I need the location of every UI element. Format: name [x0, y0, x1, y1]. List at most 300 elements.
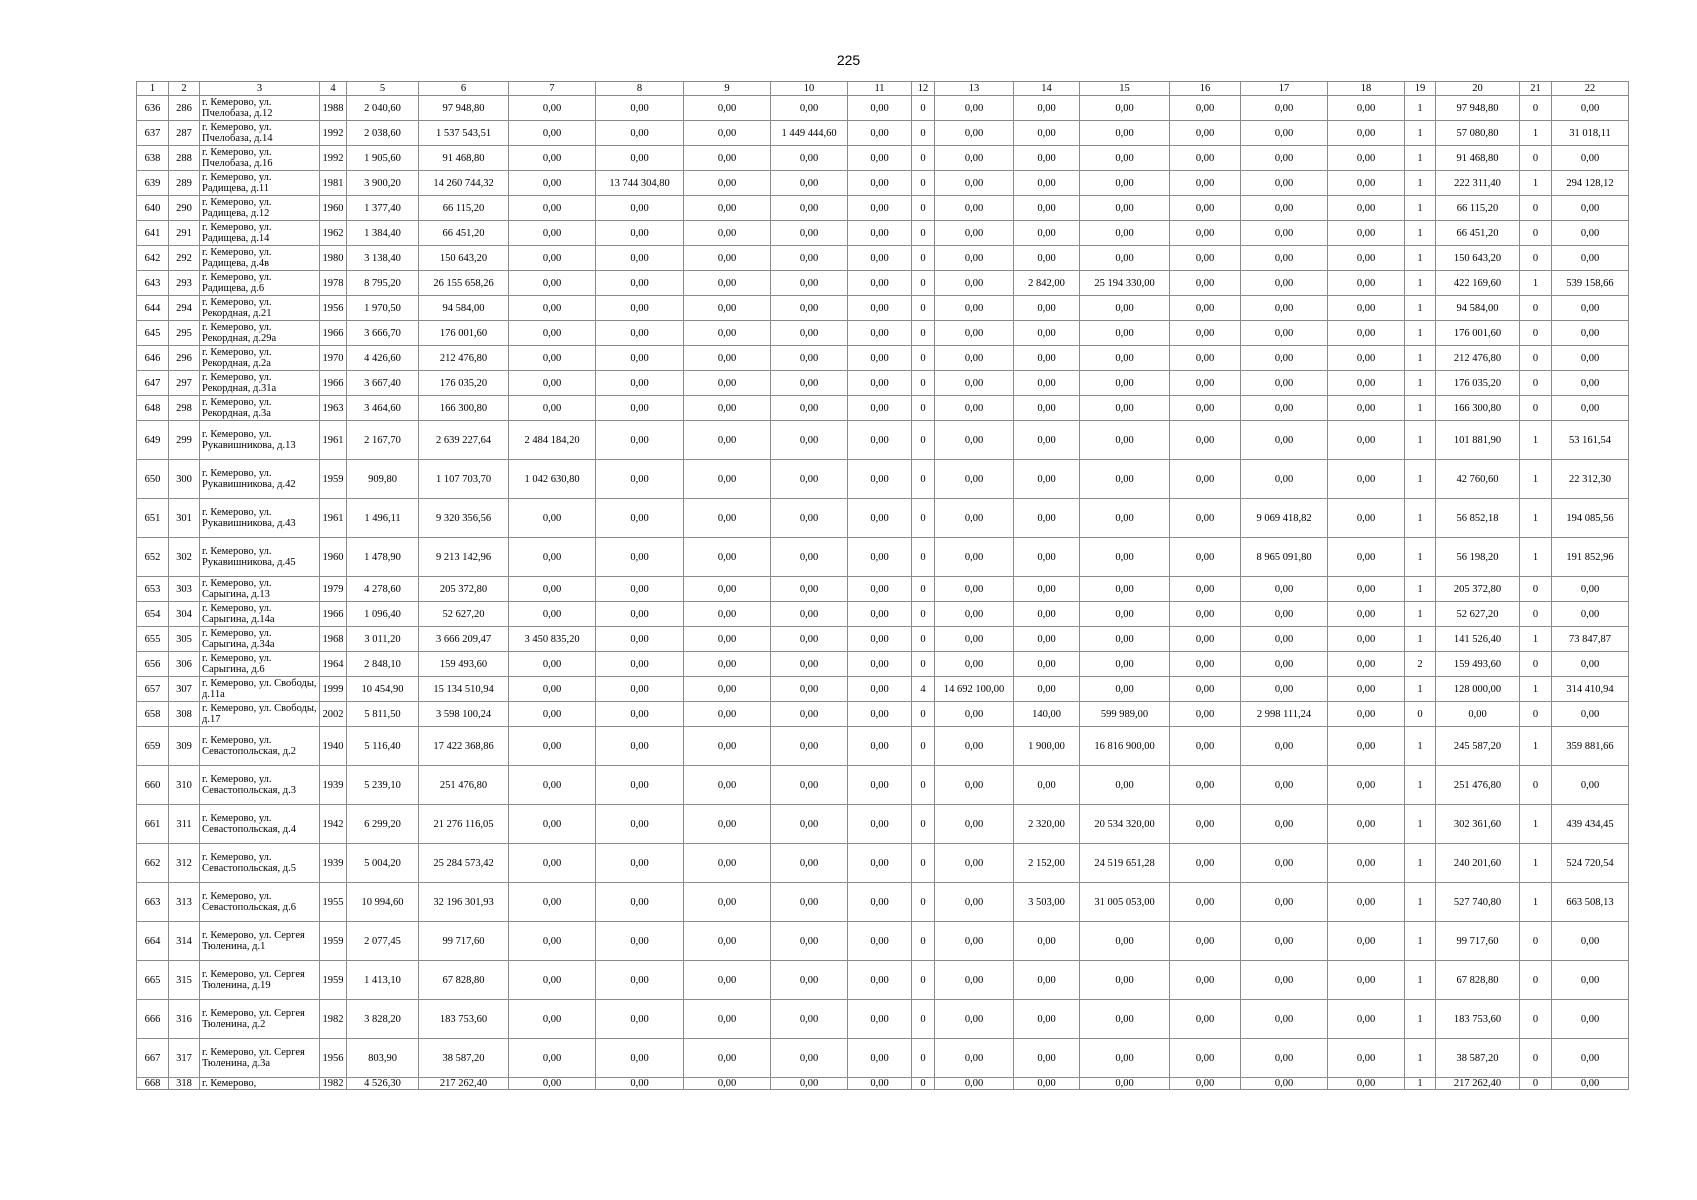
table-cell: 1 [1520, 805, 1552, 844]
table-cell: 0,00 [935, 499, 1014, 538]
table-cell: 0,00 [1328, 196, 1405, 221]
table-cell: 1 [1520, 538, 1552, 577]
address-cell: г. Кемерово, ул. Рукавишникова, д.42 [200, 460, 320, 499]
table-cell: 0,00 [1080, 321, 1170, 346]
table-cell: 240 201,60 [1436, 844, 1520, 883]
table-cell: 1 [1405, 805, 1436, 844]
address-cell: г. Кемерово, ул. Рекордная, д.29а [200, 321, 320, 346]
table-cell: 0,00 [1328, 271, 1405, 296]
table-cell: 0,00 [1552, 321, 1629, 346]
table-cell: 0,00 [684, 844, 771, 883]
table-row [137, 602, 1629, 627]
table-cell: 5 116,40 [347, 727, 419, 766]
table-cell: 0,00 [771, 961, 848, 1000]
table-cell: 0,00 [1328, 146, 1405, 171]
table-cell: 0,00 [684, 171, 771, 196]
table-cell: 0,00 [596, 727, 684, 766]
table-cell: 0,00 [509, 146, 596, 171]
table-cell: 0,00 [848, 577, 912, 602]
table-cell: 0,00 [1080, 577, 1170, 602]
table-cell: 0,00 [1552, 96, 1629, 121]
table-cell: 0,00 [1328, 883, 1405, 922]
table-cell: 0,00 [1328, 766, 1405, 805]
table-cell: 661 [137, 805, 169, 844]
table-row [137, 499, 1629, 538]
table-cell: 1 [1405, 727, 1436, 766]
address-cell: г. Кемерово, ул. Севастопольская, д.4 [200, 805, 320, 844]
table-cell: 0,00 [1170, 602, 1241, 627]
table-cell: 317 [169, 1039, 200, 1078]
table-cell: 0,00 [848, 1078, 912, 1090]
table-cell: 539 158,66 [1552, 271, 1629, 296]
table-cell: 0,00 [1552, 296, 1629, 321]
table-cell: 663 [137, 883, 169, 922]
table-cell: 0 [1520, 96, 1552, 121]
table-row [137, 677, 1629, 702]
table-cell: 0,00 [1014, 221, 1080, 246]
table-row [137, 271, 1629, 296]
table-cell: 0,00 [848, 221, 912, 246]
table-cell: 0,00 [848, 460, 912, 499]
table-cell: 0,00 [509, 196, 596, 221]
table-cell: 651 [137, 499, 169, 538]
table-cell: 0,00 [1241, 627, 1328, 652]
table-cell: 0,00 [1241, 271, 1328, 296]
column-header-22: 22 [1552, 82, 1629, 96]
table-cell: 0 [912, 499, 935, 538]
column-header-14: 14 [1014, 82, 1080, 96]
table-cell: 0,00 [848, 196, 912, 221]
table-cell: 0 [1520, 602, 1552, 627]
table-cell: 1 377,40 [347, 196, 419, 221]
table-cell: 1 [1405, 677, 1436, 702]
table-cell: 1 [1520, 121, 1552, 146]
table-cell: 1 [1405, 538, 1436, 577]
table-cell: 0,00 [935, 96, 1014, 121]
column-header-20: 20 [1436, 82, 1520, 96]
table-cell: 94 584,00 [1436, 296, 1520, 321]
table-cell: 0,00 [848, 246, 912, 271]
table-cell: 217 262,40 [419, 1078, 509, 1090]
table-cell: 296 [169, 346, 200, 371]
table-cell: 0,00 [1552, 146, 1629, 171]
table-cell: 0,00 [1241, 883, 1328, 922]
table-row [137, 346, 1629, 371]
table-cell: 0,00 [935, 460, 1014, 499]
table-cell: 0,00 [509, 396, 596, 421]
table-cell: 0,00 [684, 766, 771, 805]
table-cell: 0 [912, 246, 935, 271]
table-cell: 0,00 [771, 1000, 848, 1039]
table-cell: 0,00 [509, 538, 596, 577]
table-cell: 1 [1405, 460, 1436, 499]
table-cell: 0 [912, 396, 935, 421]
table-cell: 0,00 [596, 1078, 684, 1090]
table-cell: 0,00 [1014, 652, 1080, 677]
table-cell: 0,00 [771, 246, 848, 271]
address-cell: г. Кемерово, ул. Радищева, д.14 [200, 221, 320, 246]
table-cell: 0,00 [935, 1000, 1014, 1039]
table-cell: 0 [912, 96, 935, 121]
table-cell: 0,00 [1552, 766, 1629, 805]
table-cell: 0,00 [1014, 1039, 1080, 1078]
table-cell: 0,00 [1014, 538, 1080, 577]
column-header-19: 19 [1405, 82, 1436, 96]
table-cell: 217 262,40 [1436, 1078, 1520, 1090]
table-cell: 1999 [320, 677, 347, 702]
table-row [137, 460, 1629, 499]
table-cell: 294 128,12 [1552, 171, 1629, 196]
address-cell: г. Кемерово, ул. Радищева, д.4в [200, 246, 320, 271]
table-cell: 0,00 [684, 602, 771, 627]
table-cell: 0,00 [1014, 627, 1080, 652]
page-number: 225 [836, 52, 861, 68]
table-cell: 0,00 [848, 602, 912, 627]
table-cell: 0 [912, 727, 935, 766]
table-row [137, 702, 1629, 727]
table-cell: 0,00 [1080, 421, 1170, 460]
table-cell: 647 [137, 371, 169, 396]
table-cell: 1970 [320, 346, 347, 371]
table-row [137, 844, 1629, 883]
table-cell: 0,00 [684, 221, 771, 246]
table-cell: 0,00 [1080, 627, 1170, 652]
table-cell: 0,00 [509, 1039, 596, 1078]
table-cell: 0 [1520, 652, 1552, 677]
table-cell: 1 413,10 [347, 961, 419, 1000]
table-cell: 649 [137, 421, 169, 460]
table-cell: 0,00 [1241, 421, 1328, 460]
address-cell: г. Кемерово, ул. Рекордная, д.21 [200, 296, 320, 321]
table-cell: 0,00 [848, 627, 912, 652]
table-cell: 0 [912, 460, 935, 499]
table-row [137, 727, 1629, 766]
table-cell: 0,00 [509, 805, 596, 844]
table-cell: 301 [169, 499, 200, 538]
table-cell: 0,00 [771, 538, 848, 577]
table-cell: 0,00 [684, 396, 771, 421]
table-cell: 25 194 330,00 [1080, 271, 1170, 296]
table-cell: 1982 [320, 1078, 347, 1090]
address-cell: г. Кемерово, ул. Рекордная, д.3а [200, 396, 320, 421]
table-cell: 663 508,13 [1552, 883, 1629, 922]
table-cell: 0 [912, 121, 935, 146]
table-cell: 0,00 [1080, 221, 1170, 246]
address-cell: г. Кемерово, ул. Сергея Тюленина, д.3а [200, 1039, 320, 1078]
table-cell: 25 284 573,42 [419, 844, 509, 883]
table-cell: 0,00 [1241, 221, 1328, 246]
table-cell: 0 [1520, 1078, 1552, 1090]
table-cell: 0,00 [1170, 702, 1241, 727]
table-cell: 245 587,20 [1436, 727, 1520, 766]
column-header-21: 21 [1520, 82, 1552, 96]
table-cell: 303 [169, 577, 200, 602]
table-cell: 0,00 [1241, 961, 1328, 1000]
table-cell: 803,90 [347, 1039, 419, 1078]
table-cell: 654 [137, 602, 169, 627]
table-cell: 3 138,40 [347, 246, 419, 271]
table-cell: 0 [1520, 146, 1552, 171]
table-cell: 176 035,20 [419, 371, 509, 396]
table-cell: 0,00 [935, 196, 1014, 221]
table-cell: 0,00 [1170, 196, 1241, 221]
table-cell: 0,00 [1014, 1000, 1080, 1039]
table-cell: 191 852,96 [1552, 538, 1629, 577]
table-cell: 0,00 [1170, 766, 1241, 805]
table-cell: 1982 [320, 1000, 347, 1039]
table-row [137, 146, 1629, 171]
table-cell: 0 [912, 171, 935, 196]
table-cell: 0,00 [1328, 805, 1405, 844]
table-cell: 1992 [320, 121, 347, 146]
table-cell: 0,00 [684, 677, 771, 702]
table-cell: 0,00 [509, 221, 596, 246]
table-cell: 308 [169, 702, 200, 727]
table-cell: 286 [169, 96, 200, 121]
table-cell: 300 [169, 460, 200, 499]
table-cell: 1 537 543,51 [419, 121, 509, 146]
table-cell: 0,00 [1014, 961, 1080, 1000]
table-cell: 6 299,20 [347, 805, 419, 844]
table-cell: 0,00 [935, 421, 1014, 460]
table-cell: 0,00 [1436, 702, 1520, 727]
table-cell: 1 [1405, 421, 1436, 460]
table-cell: 0,00 [848, 702, 912, 727]
table-cell: 0 [1520, 396, 1552, 421]
table-cell: 0,00 [1241, 602, 1328, 627]
table-cell: 10 994,60 [347, 883, 419, 922]
table-cell: 650 [137, 460, 169, 499]
table-cell: 56 852,18 [1436, 499, 1520, 538]
table-cell: 0 [912, 766, 935, 805]
table-cell: 3 667,40 [347, 371, 419, 396]
table-cell: 0 [1520, 961, 1552, 1000]
table-cell: 0,00 [1014, 922, 1080, 961]
table-cell: 0,00 [509, 702, 596, 727]
table-cell: 0,00 [1170, 321, 1241, 346]
table-cell: 0,00 [771, 396, 848, 421]
table-cell: 0,00 [935, 321, 1014, 346]
column-header-5: 5 [347, 82, 419, 96]
table-cell: 295 [169, 321, 200, 346]
table-cell: 53 161,54 [1552, 421, 1629, 460]
table-cell: 0,00 [1552, 577, 1629, 602]
table-cell: 0,00 [1080, 246, 1170, 271]
table-cell: 1 [1520, 421, 1552, 460]
table-cell: 0,00 [771, 652, 848, 677]
table-cell: 0,00 [1080, 677, 1170, 702]
table-cell: 0,00 [771, 766, 848, 805]
table-cell: 294 [169, 296, 200, 321]
table-cell: 0,00 [684, 346, 771, 371]
table-cell: 0,00 [935, 961, 1014, 1000]
column-header-16: 16 [1170, 82, 1241, 96]
table-cell: 0,00 [848, 321, 912, 346]
table-cell: 0,00 [1170, 577, 1241, 602]
table-cell: 646 [137, 346, 169, 371]
table-cell: 0,00 [848, 922, 912, 961]
table-cell: 287 [169, 121, 200, 146]
table-cell: 0,00 [1170, 922, 1241, 961]
table-cell: 0,00 [1328, 499, 1405, 538]
table-cell: 316 [169, 1000, 200, 1039]
table-cell: 1 [1405, 602, 1436, 627]
table-cell: 67 828,80 [419, 961, 509, 1000]
table-cell: 1 [1520, 499, 1552, 538]
table-cell: 0,00 [1241, 727, 1328, 766]
table-cell: 14 260 744,32 [419, 171, 509, 196]
table-cell: 0,00 [771, 1078, 848, 1090]
table-cell: 0 [912, 1078, 935, 1090]
table-cell: 1968 [320, 627, 347, 652]
table-cell: 0,00 [1328, 221, 1405, 246]
table-cell: 0,00 [848, 171, 912, 196]
table-cell: 0,00 [1014, 146, 1080, 171]
table-cell: 0,00 [1014, 499, 1080, 538]
table-cell: 0,00 [1014, 602, 1080, 627]
table-cell: 638 [137, 146, 169, 171]
table-cell: 0,00 [935, 883, 1014, 922]
table-cell: 1 [1520, 460, 1552, 499]
table-cell: 0,00 [1328, 96, 1405, 121]
column-header-12: 12 [912, 82, 935, 96]
table-cell: 0,00 [848, 677, 912, 702]
table-cell: 0,00 [509, 371, 596, 396]
table-cell: 0,00 [509, 271, 596, 296]
table-cell: 302 [169, 538, 200, 577]
table-cell: 0,00 [509, 961, 596, 1000]
table-cell: 0,00 [684, 727, 771, 766]
table-cell: 0 [912, 146, 935, 171]
table-cell: 0,00 [1241, 652, 1328, 677]
table-cell: 31 018,11 [1552, 121, 1629, 146]
table-cell: 662 [137, 844, 169, 883]
table-cell: 0,00 [1014, 246, 1080, 271]
address-cell: г. Кемерово, ул. Рекордная, д.2а [200, 346, 320, 371]
table-cell: 0,00 [1552, 396, 1629, 421]
table-cell: 1 [1520, 883, 1552, 922]
table-cell: 1 [1520, 627, 1552, 652]
table-cell: 1 [1520, 727, 1552, 766]
table-cell: 0,00 [684, 246, 771, 271]
table-cell: 0,00 [1170, 844, 1241, 883]
table-cell: 0,00 [848, 1000, 912, 1039]
table-cell: 0 [1520, 296, 1552, 321]
table-cell: 0,00 [684, 805, 771, 844]
table-cell: 0,00 [848, 961, 912, 1000]
table-cell: 31 005 053,00 [1080, 883, 1170, 922]
table-cell: 1 [1405, 321, 1436, 346]
table-cell: 524 720,54 [1552, 844, 1629, 883]
table-cell: 13 744 304,80 [596, 171, 684, 196]
table-cell: 0 [912, 627, 935, 652]
table-cell: 0 [1520, 577, 1552, 602]
table-cell: 0,00 [771, 805, 848, 844]
table-cell: 1 [1520, 677, 1552, 702]
table-cell: 1 [1405, 922, 1436, 961]
table-cell: 0 [1520, 702, 1552, 727]
table-cell: 0,00 [935, 171, 1014, 196]
table-cell: 0,00 [1552, 246, 1629, 271]
table-cell: 0,00 [684, 1039, 771, 1078]
table-cell: 0 [912, 371, 935, 396]
table-cell: 0,00 [1080, 602, 1170, 627]
address-cell: г. Кемерово, ул. Сарыгина, д.6 [200, 652, 320, 677]
table-cell: 38 587,20 [419, 1039, 509, 1078]
table-cell: 1 496,11 [347, 499, 419, 538]
table-cell: 0,00 [935, 805, 1014, 844]
table-cell: 0,00 [1170, 499, 1241, 538]
table-cell: 0,00 [684, 146, 771, 171]
table-cell: 307 [169, 677, 200, 702]
column-header-11: 11 [848, 82, 912, 96]
table-cell: 1 096,40 [347, 602, 419, 627]
table-cell: 0,00 [935, 221, 1014, 246]
table-cell: 0,00 [684, 321, 771, 346]
table-cell: 313 [169, 883, 200, 922]
table-cell: 176 035,20 [1436, 371, 1520, 396]
table-cell: 0,00 [1328, 346, 1405, 371]
table-cell: 1959 [320, 460, 347, 499]
address-cell: г. Кемерово, ул. Свободы, д.17 [200, 702, 320, 727]
table-cell: 5 811,50 [347, 702, 419, 727]
table-cell: 1 [1405, 146, 1436, 171]
table-cell: 0,00 [935, 766, 1014, 805]
table-cell: 1980 [320, 246, 347, 271]
table-cell: 0,00 [848, 652, 912, 677]
table-cell: 1 [1405, 171, 1436, 196]
table-cell: 0,00 [596, 577, 684, 602]
table-cell: 56 198,20 [1436, 538, 1520, 577]
table-cell: 52 627,20 [1436, 602, 1520, 627]
table-cell: 1981 [320, 171, 347, 196]
table-cell: 0,00 [1241, 766, 1328, 805]
table-cell: 42 760,60 [1436, 460, 1520, 499]
table-cell: 0,00 [596, 627, 684, 652]
table-cell: 290 [169, 196, 200, 221]
table-cell: 0,00 [684, 627, 771, 652]
table-cell: 0 [1405, 702, 1436, 727]
table-cell: 0 [912, 421, 935, 460]
table-cell: 0,00 [771, 922, 848, 961]
table-cell: 1 [1405, 346, 1436, 371]
table-cell: 0,00 [1241, 346, 1328, 371]
table-cell: 0,00 [1080, 146, 1170, 171]
table-cell: 0,00 [1552, 371, 1629, 396]
table-cell: 1988 [320, 96, 347, 121]
table-cell: 0,00 [1552, 1039, 1629, 1078]
address-cell: г. Кемерово, ул. Радищева, д.11 [200, 171, 320, 196]
table-cell: 8 795,20 [347, 271, 419, 296]
table-cell: 1992 [320, 146, 347, 171]
table-cell: 67 828,80 [1436, 961, 1520, 1000]
table-cell: 0,00 [1328, 321, 1405, 346]
table-cell: 91 468,80 [1436, 146, 1520, 171]
address-cell: г. Кемерово, ул. Рукавишникова, д.43 [200, 499, 320, 538]
table-cell: 0,00 [1170, 677, 1241, 702]
table-cell: 0,00 [1328, 844, 1405, 883]
table-cell: 0,00 [1328, 296, 1405, 321]
table-cell: 0 [912, 805, 935, 844]
table-cell: 0 [1520, 922, 1552, 961]
table-cell: 0,00 [771, 499, 848, 538]
table-cell: 0 [1520, 766, 1552, 805]
table-cell: 0,00 [596, 346, 684, 371]
table-cell: 0,00 [1241, 171, 1328, 196]
table-row [137, 321, 1629, 346]
table-cell: 1966 [320, 321, 347, 346]
table-cell: 0,00 [771, 602, 848, 627]
